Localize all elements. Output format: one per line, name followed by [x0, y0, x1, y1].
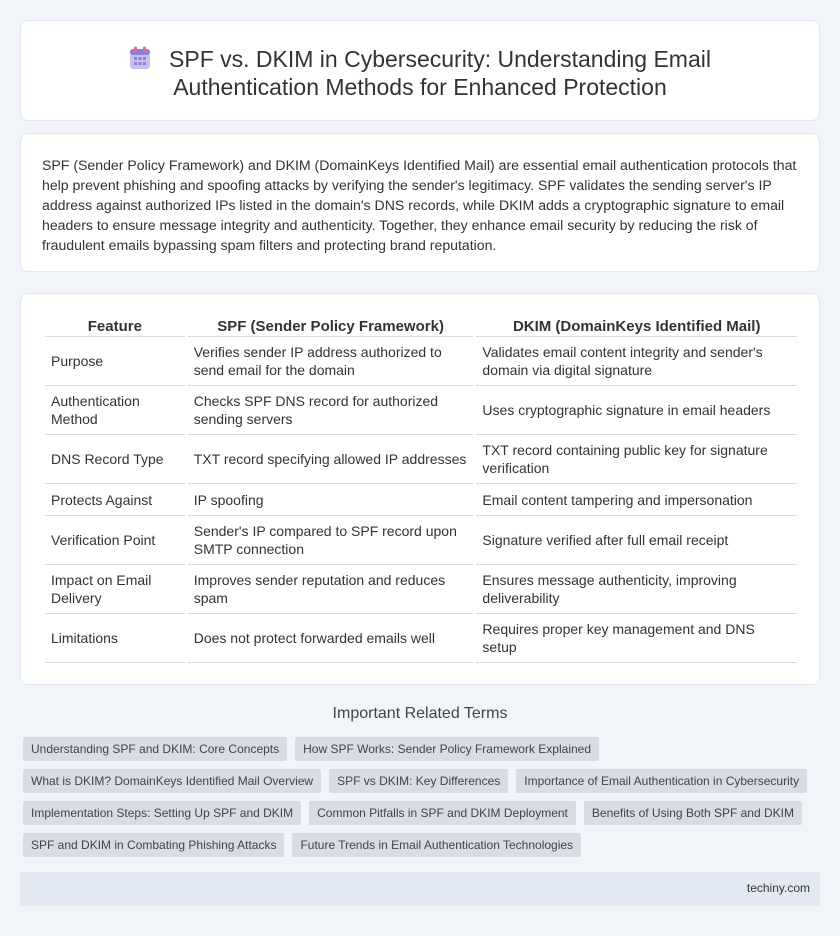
feature-cell: Authentication Method — [45, 386, 185, 435]
feature-cell: Limitations — [45, 614, 185, 663]
comparison-card — [20, 293, 820, 685]
table-row — [45, 337, 797, 386]
spf-cell: Verifies sender IP address authorized to send email for the domain — [188, 337, 474, 386]
related-term-link[interactable]: SPF vs DKIM: Key Differences — [329, 769, 508, 793]
calendar-icon — [129, 46, 151, 70]
table-row — [45, 614, 797, 663]
header-spf: SPF (Sender Policy Framework) — [188, 315, 474, 337]
spf-cell: Does not protect forwarded emails well — [188, 614, 474, 663]
spf-cell: TXT record specifying allowed IP addresses — [188, 435, 474, 484]
related-term-link[interactable]: How SPF Works: Sender Policy Framework Explained — [295, 737, 599, 761]
feature-cell: DNS Record Type — [45, 435, 185, 484]
related-term-link[interactable]: Implementation Steps: Setting Up SPF and DKIM — [23, 801, 301, 825]
footer — [20, 872, 820, 906]
related-term-link[interactable]: Benefits of Using Both SPF and DKIM — [584, 801, 802, 825]
related-term-link[interactable]: Future Trends in Email Authentication Technologies — [292, 833, 581, 857]
related-terms-heading: Important Related Terms — [332, 705, 508, 722]
header-dkim: DKIM (DomainKeys Identified Mail) — [476, 315, 797, 337]
intro-card — [20, 133, 820, 272]
table-row — [45, 484, 797, 516]
intro-paragraph: SPF (Sender Policy Framework) and DKIM (DomainKeys Identified Mail) are essential email authentication protocols that help prevent phishing and spoofing attacks by verifying the sender's legitimacy. SPF validates the sending server's IP address against authorized IPs listed in the domain's DNS records, while DKIM adds a cryptographic signature to email headers to ensure message integrity and authenticity. Together, they enhance email security by reducing the risk of fraudulent emails bypassing spam filters and protecting brand reputation. — [42, 157, 797, 253]
page-title — [21, 45, 819, 101]
dkim-cell: Validates email content integrity and sender's domain via digital signature — [476, 337, 797, 386]
spf-cell: Improves sender reputation and reduces spam — [188, 565, 474, 614]
dkim-cell: Email content tampering and impersonation — [476, 484, 797, 516]
related-terms-list — [23, 737, 813, 857]
table-header-row — [45, 315, 797, 337]
title-line-1: SPF vs. DKIM in Cybersecurity: Understanding Email — [169, 46, 711, 72]
feature-cell: Verification Point — [45, 516, 185, 565]
table-row — [45, 435, 797, 484]
table-row — [45, 516, 797, 565]
title-line-2: Authentication Methods for Enhanced Protection — [173, 74, 667, 100]
spf-cell: Checks SPF DNS record for authorized sending servers — [188, 386, 474, 435]
header-feature: Feature — [45, 315, 185, 337]
dkim-cell: Ensures message authenticity, improving deliverability — [476, 565, 797, 614]
related-term-link[interactable]: Importance of Email Authentication in Cybersecurity — [516, 769, 807, 793]
footer-brand[interactable]: techiny.com — [746, 881, 810, 895]
comparison-table — [42, 315, 800, 663]
dkim-cell: Uses cryptographic signature in email headers — [476, 386, 797, 435]
title-card — [20, 20, 820, 121]
spf-cell: Sender's IP compared to SPF record upon SMTP connection — [188, 516, 474, 565]
related-term-link[interactable]: What is DKIM? DomainKeys Identified Mail Overview — [23, 769, 321, 793]
related-term-link[interactable]: SPF and DKIM in Combating Phishing Attacks — [23, 833, 284, 857]
dkim-cell: TXT record containing public key for signature verification — [476, 435, 797, 484]
related-term-link[interactable]: Understanding SPF and DKIM: Core Concepts — [23, 737, 287, 761]
dkim-cell: Signature verified after full email receipt — [476, 516, 797, 565]
feature-cell: Protects Against — [45, 484, 185, 516]
dkim-cell: Requires proper key management and DNS setup — [476, 614, 797, 663]
related-term-link[interactable]: Common Pitfalls in SPF and DKIM Deployment — [309, 801, 576, 825]
feature-cell: Impact on Email Delivery — [45, 565, 185, 614]
table-row — [45, 565, 797, 614]
spf-cell: IP spoofing — [188, 484, 474, 516]
feature-cell: Purpose — [45, 337, 185, 386]
table-row — [45, 386, 797, 435]
